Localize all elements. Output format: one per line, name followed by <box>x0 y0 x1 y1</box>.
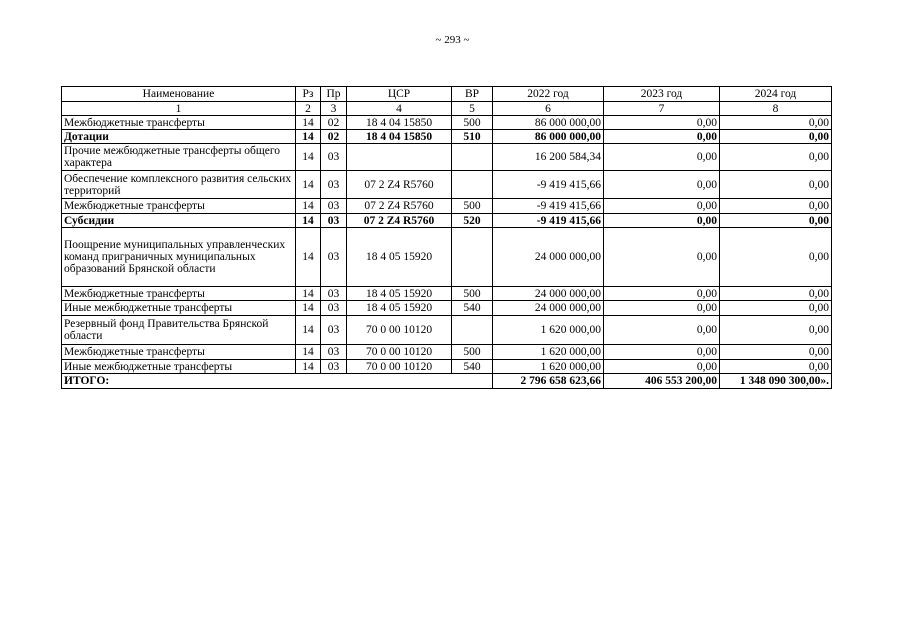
table-row <box>62 301 832 316</box>
row-name: Резервный фонд Правительства Брянской области <box>62 316 296 345</box>
column-number: 7 <box>604 102 720 116</box>
row-2024: 0,00 <box>720 287 832 301</box>
row-name: Субсидии <box>62 214 296 228</box>
row-2022: 1 620 000,00 <box>493 360 604 374</box>
row-csr: 07 2 Z4 R5760 <box>347 199 452 214</box>
row-2024: 0,00 <box>720 316 832 345</box>
table-row <box>62 345 832 360</box>
row-pr: 02 <box>321 116 347 130</box>
total-2022: 2 796 658 623,66 <box>493 374 604 389</box>
row-2024: 0,00 <box>720 171 832 199</box>
header-csr: ЦСР <box>347 87 452 102</box>
table-row <box>62 287 832 301</box>
row-2022: 24 000 000,00 <box>493 287 604 301</box>
row-2022: -9 419 415,66 <box>493 171 604 199</box>
table-row <box>62 130 832 144</box>
row-vr: 540 <box>452 360 493 374</box>
row-pr: 03 <box>321 171 347 199</box>
row-vr: 520 <box>452 214 493 228</box>
row-2024: 0,00 <box>720 360 832 374</box>
column-number: 1 <box>62 102 296 116</box>
row-pr: 03 <box>321 214 347 228</box>
row-vr <box>452 171 493 199</box>
column-number-row <box>62 102 832 116</box>
row-2023: 0,00 <box>604 228 720 287</box>
row-pr: 03 <box>321 345 347 360</box>
row-rz: 14 <box>296 199 321 214</box>
row-pr: 03 <box>321 228 347 287</box>
row-name: Обеспечение комплексного развития сельских территорий <box>62 171 296 199</box>
row-2024: 0,00 <box>720 116 832 130</box>
row-name: Межбюджетные трансферты <box>62 287 296 301</box>
row-2024: 0,00 <box>720 214 832 228</box>
header-rz: Рз <box>296 87 321 102</box>
row-name: Межбюджетные трансферты <box>62 199 296 214</box>
row-2024: 0,00 <box>720 345 832 360</box>
row-2023: 0,00 <box>604 130 720 144</box>
column-number: 2 <box>296 102 321 116</box>
row-csr: 18 4 05 15920 <box>347 287 452 301</box>
table-row <box>62 144 832 171</box>
row-2022: 86 000 000,00 <box>493 130 604 144</box>
row-name: Дотации <box>62 130 296 144</box>
row-rz: 14 <box>296 116 321 130</box>
table-row <box>62 171 832 199</box>
header-2022: 2022 год <box>493 87 604 102</box>
row-vr: 500 <box>452 287 493 301</box>
row-csr: 18 4 04 15850 <box>347 116 452 130</box>
row-name: Межбюджетные трансферты <box>62 116 296 130</box>
row-vr: 500 <box>452 116 493 130</box>
row-pr: 03 <box>321 287 347 301</box>
row-csr: 18 4 05 15920 <box>347 301 452 316</box>
page-number: ~ 293 ~ <box>435 34 470 46</box>
row-rz: 14 <box>296 228 321 287</box>
column-number: 4 <box>347 102 452 116</box>
row-csr: 07 2 Z4 R5760 <box>347 171 452 199</box>
row-2023: 0,00 <box>604 287 720 301</box>
row-2023: 0,00 <box>604 171 720 199</box>
header-2023: 2023 год <box>604 87 720 102</box>
row-vr: 510 <box>452 130 493 144</box>
row-vr <box>452 228 493 287</box>
row-csr: 70 0 00 10120 <box>347 316 452 345</box>
row-name: Поощрение муниципальных управленческих команд приграничных муниципальных образований Брянской области <box>62 228 296 287</box>
row-csr: 18 4 04 15850 <box>347 130 452 144</box>
table-row <box>62 199 832 214</box>
row-2023: 0,00 <box>604 316 720 345</box>
row-rz: 14 <box>296 360 321 374</box>
row-2022: 1 620 000,00 <box>493 345 604 360</box>
row-2024: 0,00 <box>720 144 832 171</box>
total-label: ИТОГО: <box>62 374 493 389</box>
row-2022: 24 000 000,00 <box>493 228 604 287</box>
total-2023: 406 553 200,00 <box>604 374 720 389</box>
row-2022: -9 419 415,66 <box>493 214 604 228</box>
row-rz: 14 <box>296 345 321 360</box>
row-2024: 0,00 <box>720 228 832 287</box>
header-2024: 2024 год <box>720 87 832 102</box>
row-rz: 14 <box>296 214 321 228</box>
row-name: Иные межбюджетные трансферты <box>62 301 296 316</box>
row-2023: 0,00 <box>604 345 720 360</box>
row-vr: 540 <box>452 301 493 316</box>
budget-table <box>61 86 832 389</box>
row-name: Межбюджетные трансферты <box>62 345 296 360</box>
row-name: Иные межбюджетные трансферты <box>62 360 296 374</box>
row-vr <box>452 144 493 171</box>
row-rz: 14 <box>296 171 321 199</box>
table-row <box>62 316 832 345</box>
row-pr: 03 <box>321 316 347 345</box>
row-pr: 03 <box>321 199 347 214</box>
row-2023: 0,00 <box>604 116 720 130</box>
column-number: 8 <box>720 102 832 116</box>
row-rz: 14 <box>296 301 321 316</box>
row-vr: 500 <box>452 199 493 214</box>
row-2022: 1 620 000,00 <box>493 316 604 345</box>
header-row <box>62 87 832 102</box>
row-2023: 0,00 <box>604 199 720 214</box>
column-number: 6 <box>493 102 604 116</box>
table-row <box>62 360 832 374</box>
row-vr: 500 <box>452 345 493 360</box>
row-pr: 03 <box>321 301 347 316</box>
row-2022: 86 000 000,00 <box>493 116 604 130</box>
row-pr: 03 <box>321 144 347 171</box>
row-2023: 0,00 <box>604 360 720 374</box>
header-name: Наименование <box>62 87 296 102</box>
table-row <box>62 228 832 287</box>
row-rz: 14 <box>296 316 321 345</box>
row-csr: 70 0 00 10120 <box>347 360 452 374</box>
total-row <box>62 374 832 389</box>
row-csr: 18 4 05 15920 <box>347 228 452 287</box>
table-row <box>62 214 832 228</box>
table-row <box>62 116 832 130</box>
row-2023: 0,00 <box>604 144 720 171</box>
column-number: 3 <box>321 102 347 116</box>
header-vr: ВР <box>452 87 493 102</box>
row-pr: 02 <box>321 130 347 144</box>
total-2024: 1 348 090 300,00». <box>720 374 832 389</box>
row-2023: 0,00 <box>604 301 720 316</box>
row-rz: 14 <box>296 144 321 171</box>
row-rz: 14 <box>296 287 321 301</box>
row-2024: 0,00 <box>720 130 832 144</box>
column-number: 5 <box>452 102 493 116</box>
row-2024: 0,00 <box>720 199 832 214</box>
row-2022: -9 419 415,66 <box>493 199 604 214</box>
row-csr: 07 2 Z4 R5760 <box>347 214 452 228</box>
row-vr <box>452 316 493 345</box>
row-csr <box>347 144 452 171</box>
row-2023: 0,00 <box>604 214 720 228</box>
row-name: Прочие межбюджетные трансферты общего характера <box>62 144 296 171</box>
row-csr: 70 0 00 10120 <box>347 345 452 360</box>
row-2022: 16 200 584,34 <box>493 144 604 171</box>
row-2022: 24 000 000,00 <box>493 301 604 316</box>
header-pr: Пр <box>321 87 347 102</box>
row-pr: 03 <box>321 360 347 374</box>
row-rz: 14 <box>296 130 321 144</box>
row-2024: 0,00 <box>720 301 832 316</box>
